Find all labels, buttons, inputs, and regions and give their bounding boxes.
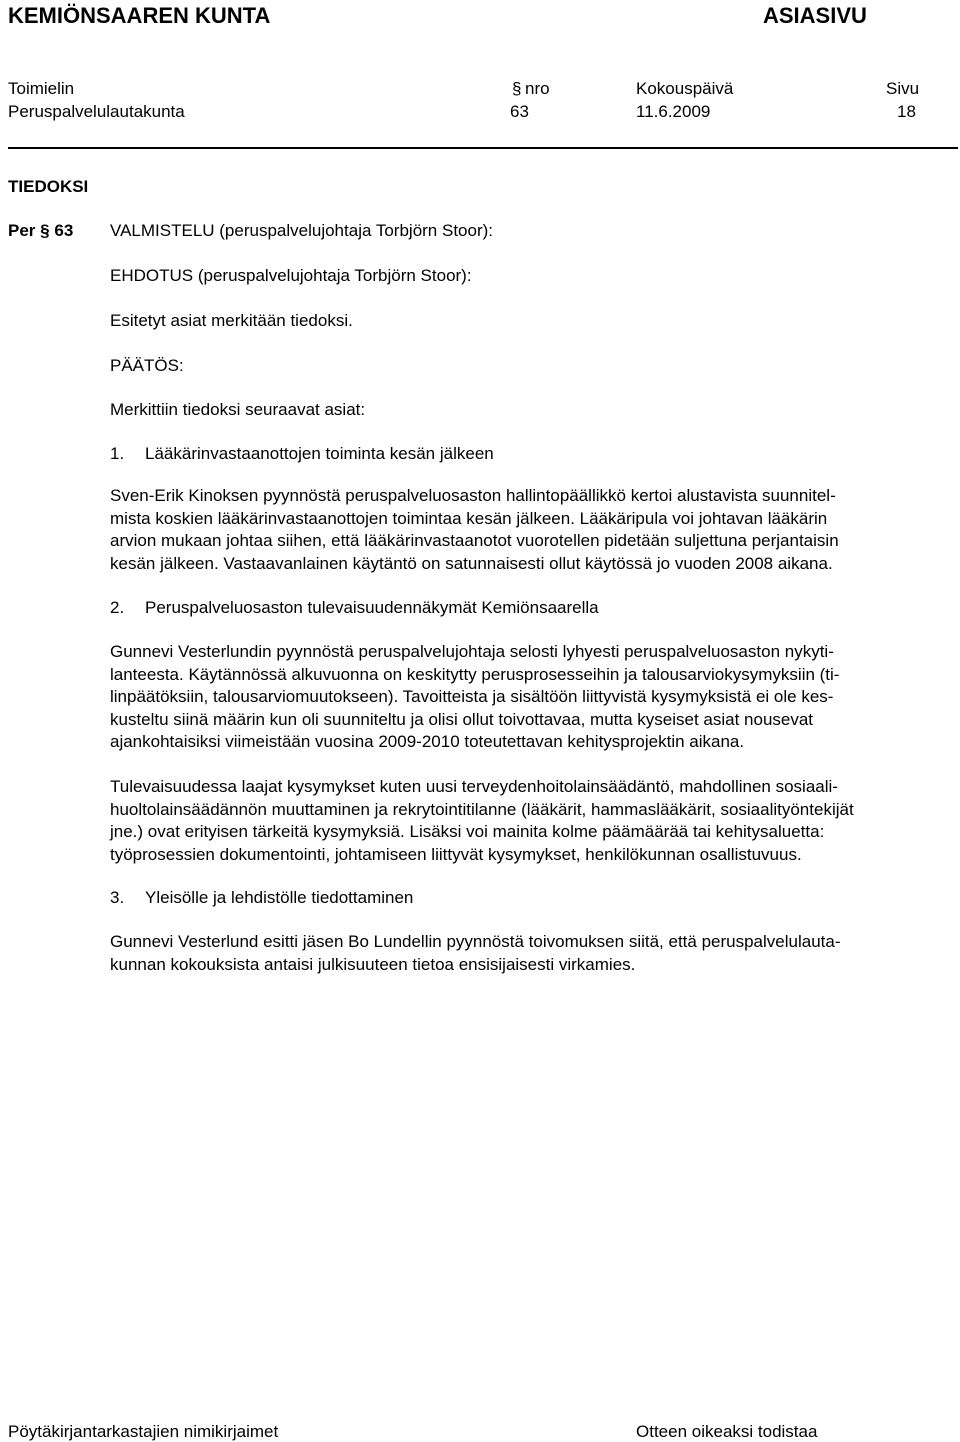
section-symbol-icon: § [40, 221, 50, 240]
point-1-number: 1. [110, 444, 125, 463]
proposal-text: Esitetyt asiat merkitään tiedoksi. [110, 311, 353, 330]
decision-label: PÄÄTÖS: [110, 356, 184, 375]
paragraph-line: työprosessien dokumentointi, johtamiseen liittyvät kysymykset, henkilökunnan osallistuvuus. [110, 844, 802, 864]
paragraph-line: jne.) ovat erityisen tärkeitä kysymyksiä. Lisäksi voi mainita kolme päämäärää tai kehitysaluetta: [110, 822, 825, 841]
header-value-page: 18 [897, 102, 916, 121]
point-3-paragraph [110, 931, 955, 976]
footer-certification-label: Otteen oikeaksi todistaa [636, 1422, 818, 1441]
header-label-date: Kokouspäivä [636, 79, 734, 98]
point-2-number: 2. [110, 598, 125, 617]
paragraph-line: ajankohtaisiksi viimeistään vuosina 2009-2010 toteutettavan kehitysprojektin aikana. [110, 732, 745, 751]
paragraph-line: huoltolainsäädännön muuttaminen ja rekrytointitilanne (lääkärit, hammaslääkärit, sosiaalityöntekijät [110, 799, 854, 819]
header-divider [8, 147, 958, 149]
section-title: TIEDOKSI [8, 177, 89, 196]
decision-intro: Merkittiin tiedoksi seuraavat asiat: [110, 400, 366, 419]
paragraph-line: kesän jälkeen. Vastaavanlainen käytäntö on satunnaisesti ollut käytössä jo vuoden 2008 aikana. [110, 553, 833, 573]
item-ref-number: 63 [54, 221, 74, 240]
paragraph-line: kunnan kokouksista antaisi julkisuuteen tietoa ensisijaisesti virkamies. [110, 954, 636, 974]
paragraph-line: Sven-Erik Kinoksen pyynnöstä peruspalveluosaston hallintopäällikkö kertoi alustavista suunnitel- [110, 486, 836, 505]
footer-initials-label: Pöytäkirjantarkastajien nimikirjaimet [8, 1422, 279, 1441]
header-label-body: Toimielin [8, 79, 75, 98]
point-3-title: Yleisölle ja lehdistölle tiedottaminen [145, 888, 414, 907]
header-label-page: Sivu [886, 79, 920, 98]
point-2-paragraph [110, 641, 955, 754]
point-1-paragraph [110, 485, 955, 575]
header-value-number: 63 [510, 102, 529, 121]
paragraph-line: lanteesta. Käytännössä alkuvuonna on keskitytty perusprosesseihin ja talousarviokysymyksiin (ti- [110, 664, 840, 684]
paragraph-line: arvion mukaan johtaa siihen, että lääkärinvastaanotot vuorotellen pidetään suljettuna perjantaisin [110, 531, 839, 550]
point-3-number: 3. [110, 888, 125, 907]
preparation-heading: VALMISTELU (peruspalvelujohtaja Torbjörn Stoor): [110, 221, 493, 240]
point-2-heading [110, 599, 599, 616]
header-value-date: 11.6.2009 [636, 102, 711, 121]
paragraph-line: kusteltu siinä määrin kun oli suunniteltu ja olisi ollut toivottavaa, mutta kyseiset asiat nousevat [110, 709, 814, 729]
item-reference [8, 222, 73, 239]
section-symbol-icon: § [512, 79, 522, 98]
paragraph-line: Gunnevi Vesterlund esitti jäsen Bo Lundellin pyynnöstä toivomuksen siitä, että peruspalvelulauta- [110, 932, 841, 951]
organization-name: KEMIÖNSAAREN KUNTA [8, 3, 271, 28]
paragraph-line: Tulevaisuudessa laajat kysymykset kuten uusi terveydenhoitolainsäädäntö, mahdollinen sosiaali- [110, 777, 838, 796]
paragraph-line: linpäätöksiin, talousarviomuutokseen). Tavoitteista ja sisältöön liittyvistä kysymyksistä ei ole kes- [110, 687, 834, 706]
paragraph-line: mista koskien lääkärinvastaanottojen toimintaa kesän jälkeen. Lääkäripula voi johtavan lääkärin [110, 508, 828, 528]
header-value-body: Peruspalvelulautakunta [8, 102, 185, 121]
header-label-number: nro [525, 79, 550, 98]
proposal-heading: EHDOTUS (peruspalvelujohtaja Torbjörn Stoor): [110, 266, 472, 285]
point-1-title: Lääkärinvastaanottojen toiminta kesän jälkeen [145, 444, 494, 463]
point-1-heading [110, 445, 494, 462]
point-2-title: Peruspalveluosaston tulevaisuudennäkymät Kemiönsaarella [145, 598, 599, 617]
point-3-heading [110, 889, 413, 906]
page-type: ASIASIVU [763, 3, 867, 28]
point-2-paragraph-b [110, 776, 955, 866]
item-ref-prefix: Per [8, 221, 36, 240]
paragraph-line: Gunnevi Vesterlundin pyynnöstä peruspalvelujohtaja selosti lyhyesti peruspalveluosaston nykyti- [110, 642, 834, 661]
